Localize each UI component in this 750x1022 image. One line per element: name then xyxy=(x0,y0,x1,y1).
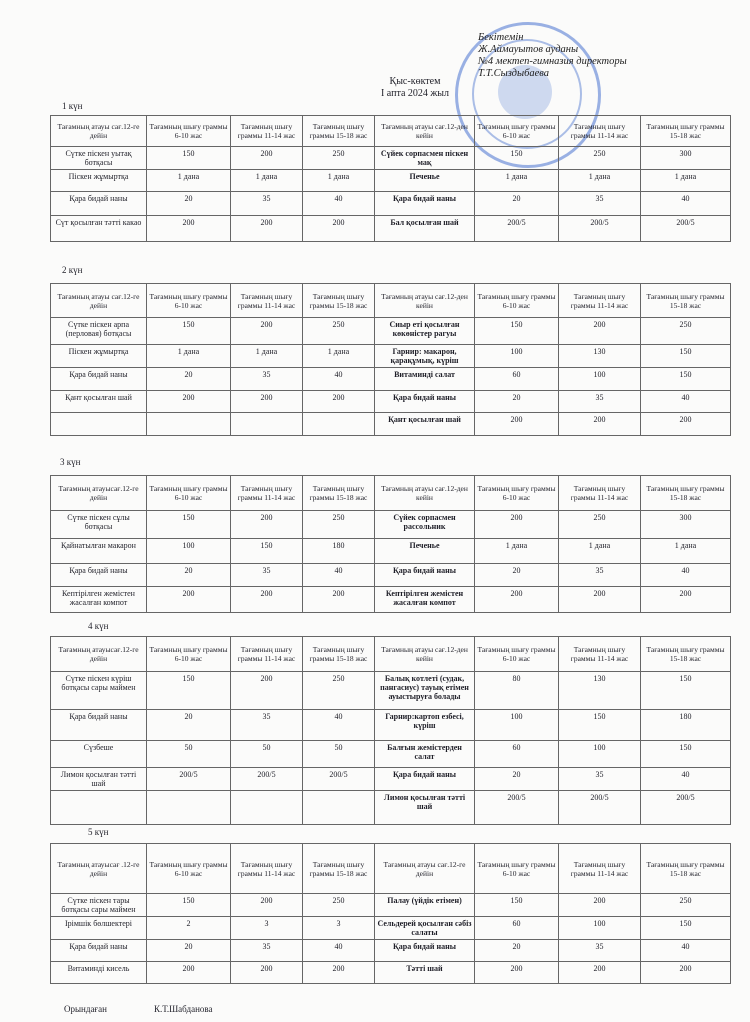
header-cell: Тағамның шығу граммы 6-10 жас xyxy=(475,116,559,147)
portion-cell: 100 xyxy=(475,710,559,741)
portion-cell: 3 xyxy=(231,917,303,940)
portion-cell: 300 xyxy=(641,147,731,170)
portion-cell: 50 xyxy=(303,741,375,768)
dish-name-cell: Сүйек сорпасмен рассольник xyxy=(375,511,475,539)
table-row xyxy=(51,539,731,564)
portion-cell: 200 xyxy=(303,391,375,413)
portion-cell: 20 xyxy=(475,564,559,587)
dish-name-cell: Сүтке піскен тары ботқасы сары маймен xyxy=(51,894,147,917)
header-cell: Тағамның шығу граммы 11-14 жас xyxy=(231,476,303,511)
portion-cell: 40 xyxy=(641,564,731,587)
portion-cell xyxy=(303,791,375,825)
dish-name-cell: Балғын жемістерден салат xyxy=(375,741,475,768)
dish-name-cell: Қайнатылған макарон xyxy=(51,539,147,564)
portion-cell: 200 xyxy=(475,587,559,613)
portion-cell: 150 xyxy=(641,345,731,368)
portion-cell: 20 xyxy=(475,768,559,791)
table-row xyxy=(51,791,731,825)
dish-name-cell: Қара бидай наны xyxy=(51,192,147,216)
portion-cell: 40 xyxy=(303,564,375,587)
approval-line: Бекітемін xyxy=(478,32,524,43)
portion-cell: 100 xyxy=(559,368,641,391)
menu-table-day-3 xyxy=(50,475,731,613)
portion-cell: 100 xyxy=(559,741,641,768)
season-title: Қыс-көктем xyxy=(389,76,441,87)
dish-name-cell: Қант қосылған шай xyxy=(51,391,147,413)
portion-cell: 150 xyxy=(641,368,731,391)
header-cell: Тағамның шығу граммы 15-18 жас xyxy=(303,116,375,147)
header-cell: Тағамның атауы сағ.12-ге дейін xyxy=(375,844,475,894)
portion-cell: 20 xyxy=(475,391,559,413)
portion-cell: 150 xyxy=(641,741,731,768)
portion-cell: 200 xyxy=(147,216,231,242)
table-row xyxy=(51,917,731,940)
table-header-row xyxy=(51,116,731,147)
menu-table-day-2 xyxy=(50,283,731,436)
portion-cell: 35 xyxy=(231,564,303,587)
table-row xyxy=(51,318,731,345)
portion-cell: 20 xyxy=(147,368,231,391)
header-cell: Тағамның шығу граммы 11-14 жас xyxy=(231,116,303,147)
dish-name-cell: Ірімшік бөлшектері xyxy=(51,917,147,940)
portion-cell: 20 xyxy=(147,940,231,962)
table-row xyxy=(51,147,731,170)
week-title: I апта 2024 жыл xyxy=(380,88,450,99)
table-row xyxy=(51,368,731,391)
table-row xyxy=(51,587,731,613)
portion-cell: 200 xyxy=(641,413,731,436)
dish-name-cell: Қара бидай наны xyxy=(375,564,475,587)
portion-cell: 250 xyxy=(641,318,731,345)
portion-cell: 150 xyxy=(147,511,231,539)
header-cell: Тағамның шығу граммы 11-14 жас xyxy=(231,844,303,894)
dish-name-cell: Қара бидай наны xyxy=(51,710,147,741)
header-cell: Тағамның атауы сағ.12-ден кейін xyxy=(375,284,475,318)
portion-cell: 150 xyxy=(147,894,231,917)
table-row xyxy=(51,962,731,984)
header-cell: Тағамның шығу граммы 6-10 жас xyxy=(147,116,231,147)
portion-cell: 200 xyxy=(559,413,641,436)
portion-cell: 150 xyxy=(147,147,231,170)
header-cell: Тағамның шығу граммы 15-18 жас xyxy=(303,476,375,511)
portion-cell: 1 дана xyxy=(147,345,231,368)
header-cell: Тағамның шығу граммы 6-10 жас xyxy=(475,284,559,318)
table-row xyxy=(51,192,731,216)
portion-cell: 200 xyxy=(475,413,559,436)
dish-name-cell: Сүт қосылған тәтті какао xyxy=(51,216,147,242)
portion-cell: 200/5 xyxy=(475,791,559,825)
header-cell: Тағамның шығу граммы 6-10 жас xyxy=(147,476,231,511)
prepared-by-name: К.Т.Шабданова xyxy=(154,1004,213,1014)
portion-cell: 1 дана xyxy=(231,345,303,368)
portion-cell: 130 xyxy=(559,345,641,368)
portion-cell: 100 xyxy=(559,917,641,940)
header-cell: Тағамның шығу граммы 11-14 жас xyxy=(559,476,641,511)
table-row xyxy=(51,741,731,768)
portion-cell: 200 xyxy=(303,962,375,984)
dish-name-cell: Палау (үйдік етімен) xyxy=(375,894,475,917)
dish-name-cell: Қара бидай наны xyxy=(51,564,147,587)
portion-cell: 200 xyxy=(475,511,559,539)
portion-cell: 35 xyxy=(559,940,641,962)
day-label: 2 күн xyxy=(62,265,83,275)
portion-cell: 200 xyxy=(559,318,641,345)
portion-cell: 200/5 xyxy=(231,768,303,791)
portion-cell: 150 xyxy=(559,710,641,741)
header-cell: Тағамның атауы сағ.12-ге дейін xyxy=(51,116,147,147)
portion-cell: 150 xyxy=(147,318,231,345)
header-cell: Тағамның шығу граммы 15-18 жас xyxy=(641,284,731,318)
portion-cell: 250 xyxy=(641,894,731,917)
table-row xyxy=(51,413,731,436)
portion-cell: 1 дана xyxy=(303,345,375,368)
dish-name-cell: Гарнир: макарон, қарақұмық, күріш xyxy=(375,345,475,368)
portion-cell: 200/5 xyxy=(147,768,231,791)
table-header-row xyxy=(51,844,731,894)
portion-cell: 250 xyxy=(559,511,641,539)
portion-cell: 200 xyxy=(147,587,231,613)
table-header-row xyxy=(51,284,731,318)
day-label: 3 күн xyxy=(60,457,81,467)
portion-cell: 200 xyxy=(231,672,303,710)
table-row xyxy=(51,345,731,368)
portion-cell: 20 xyxy=(147,710,231,741)
portion-cell: 40 xyxy=(641,192,731,216)
portion-cell: 250 xyxy=(303,147,375,170)
portion-cell: 40 xyxy=(641,940,731,962)
portion-cell xyxy=(231,413,303,436)
dish-name-cell: Сүзбеше xyxy=(51,741,147,768)
dish-name-cell: Витаминді кисель xyxy=(51,962,147,984)
header-cell: Тағамның шығу граммы 6-10 жас xyxy=(475,476,559,511)
portion-cell: 20 xyxy=(475,192,559,216)
table-header-row xyxy=(51,476,731,511)
dish-name-cell: Қара бидай наны xyxy=(375,192,475,216)
dish-name-cell: Піскен жұмыртқа xyxy=(51,345,147,368)
table-row xyxy=(51,940,731,962)
portion-cell: 150 xyxy=(231,539,303,564)
portion-cell: 40 xyxy=(303,368,375,391)
portion-cell: 1 дана xyxy=(303,170,375,192)
portion-cell xyxy=(147,413,231,436)
portion-cell: 1 дана xyxy=(559,539,641,564)
day-label: 1 күн xyxy=(62,101,83,111)
portion-cell: 200 xyxy=(231,391,303,413)
portion-cell: 200 xyxy=(559,587,641,613)
portion-cell: 200 xyxy=(559,894,641,917)
header-cell: Тағамның шығу граммы 6-10 жас xyxy=(475,844,559,894)
table-row xyxy=(51,511,731,539)
dish-name-cell: Қара бидай наны xyxy=(375,391,475,413)
portion-cell: 60 xyxy=(475,917,559,940)
portion-cell: 35 xyxy=(231,368,303,391)
portion-cell xyxy=(231,791,303,825)
header-cell: Тағамның шығу граммы 11-14 жас xyxy=(559,284,641,318)
header-cell: Тағамның шығу граммы 15-18 жас xyxy=(303,844,375,894)
portion-cell: 200/5 xyxy=(475,216,559,242)
dish-name-cell: Қара бидай наны xyxy=(51,940,147,962)
table-row xyxy=(51,170,731,192)
portion-cell: 200 xyxy=(147,962,231,984)
portion-cell: 200/5 xyxy=(303,768,375,791)
table-row xyxy=(51,672,731,710)
portion-cell: 300 xyxy=(641,511,731,539)
portion-cell: 1 дана xyxy=(475,170,559,192)
portion-cell: 40 xyxy=(303,940,375,962)
portion-cell: 1 дана xyxy=(147,170,231,192)
table-row xyxy=(51,216,731,242)
day-label: 5 күн xyxy=(88,827,109,837)
dish-name-cell: Сүтке піскен арпа (перловая) ботқасы xyxy=(51,318,147,345)
dish-name-cell: Сүтке піскен күріш ботқасы сары маймен xyxy=(51,672,147,710)
portion-cell: 200/5 xyxy=(559,791,641,825)
portion-cell xyxy=(147,791,231,825)
dish-name-cell: Кептірілген жемістен жасалған компот xyxy=(375,587,475,613)
menu-table-day-1 xyxy=(50,115,731,242)
portion-cell: 50 xyxy=(147,741,231,768)
portion-cell: 150 xyxy=(475,147,559,170)
dish-name-cell: Сиыр еті қосылған көкөністер рагуы xyxy=(375,318,475,345)
portion-cell: 200 xyxy=(231,511,303,539)
portion-cell: 200 xyxy=(641,587,731,613)
header-cell: Тағамның шығу граммы 15-18 жас xyxy=(641,844,731,894)
table-row xyxy=(51,894,731,917)
portion-cell: 250 xyxy=(303,318,375,345)
portion-cell: 200 xyxy=(559,962,641,984)
header-cell: Тағамның атауысағ .12-ге дейін xyxy=(51,844,147,894)
portion-cell: 200 xyxy=(231,318,303,345)
header-cell: Тағамның шығу граммы 11-14 жас xyxy=(231,637,303,672)
portion-cell: 250 xyxy=(303,894,375,917)
dish-name-cell: Лимон қосылған тәтті шай xyxy=(51,768,147,791)
portion-cell: 200 xyxy=(303,587,375,613)
header-cell: Тағамның атауысағ.12-ге дейін xyxy=(51,476,147,511)
portion-cell: 150 xyxy=(475,894,559,917)
dish-name-cell: Піскен жұмыртқа xyxy=(51,170,147,192)
portion-cell: 200 xyxy=(641,962,731,984)
portion-cell: 35 xyxy=(559,564,641,587)
header-cell: Тағамның шығу граммы 11-14 жас xyxy=(559,637,641,672)
portion-cell: 40 xyxy=(303,710,375,741)
header-cell: Тағамның шығу граммы 11-14 жас xyxy=(231,284,303,318)
portion-cell: 200 xyxy=(303,216,375,242)
table-row xyxy=(51,710,731,741)
portion-cell: 35 xyxy=(559,391,641,413)
table-header-row xyxy=(51,637,731,672)
dish-name-cell: Тәтті шай xyxy=(375,962,475,984)
portion-cell: 200/5 xyxy=(559,216,641,242)
dish-name-cell: Гарнир:картоп езбесі, күріш xyxy=(375,710,475,741)
portion-cell: 150 xyxy=(147,672,231,710)
portion-cell: 50 xyxy=(231,741,303,768)
dish-name-cell: Қант қосылған шай xyxy=(375,413,475,436)
portion-cell: 20 xyxy=(147,564,231,587)
portion-cell: 35 xyxy=(559,768,641,791)
portion-cell: 35 xyxy=(231,940,303,962)
dish-name-cell: Печенье xyxy=(375,539,475,564)
approval-line: Т.Т.Сыздыбаева xyxy=(478,68,550,79)
portion-cell: 35 xyxy=(559,192,641,216)
table-row xyxy=(51,768,731,791)
portion-cell: 40 xyxy=(303,192,375,216)
header-cell: Тағамның шығу граммы 15-18 жас xyxy=(303,637,375,672)
portion-cell: 200 xyxy=(475,962,559,984)
dish-name-cell: Печенье xyxy=(375,170,475,192)
portion-cell: 200 xyxy=(147,391,231,413)
portion-cell xyxy=(303,413,375,436)
portion-cell: 180 xyxy=(641,710,731,741)
portion-cell: 180 xyxy=(303,539,375,564)
table-row xyxy=(51,391,731,413)
portion-cell: 1 дана xyxy=(475,539,559,564)
portion-cell: 60 xyxy=(475,368,559,391)
portion-cell: 20 xyxy=(147,192,231,216)
portion-cell: 1 дана xyxy=(231,170,303,192)
dish-name-cell: Қара бидай наны xyxy=(375,940,475,962)
header-cell: Тағамның атауы сағ.12-ден кейін xyxy=(375,637,475,672)
dish-name-cell: Лимон қосылған тәтті шай xyxy=(375,791,475,825)
portion-cell: 200 xyxy=(231,894,303,917)
portion-cell: 200 xyxy=(231,962,303,984)
portion-cell: 40 xyxy=(641,768,731,791)
header-cell: Тағамның атауы сағ.12-ден кейін xyxy=(375,476,475,511)
portion-cell: 250 xyxy=(559,147,641,170)
dish-name-cell: Сүтке піскен уытақ ботқасы xyxy=(51,147,147,170)
portion-cell: 100 xyxy=(475,345,559,368)
approval-block xyxy=(478,32,627,80)
dish-name-cell: Сельдерей қосылған сәбіз салаты xyxy=(375,917,475,940)
day-label: 4 күн xyxy=(88,621,109,631)
header-cell: Тағамның шығу граммы 6-10 жас xyxy=(147,284,231,318)
portion-cell: 200/5 xyxy=(641,216,731,242)
document-title xyxy=(340,76,490,100)
portion-cell: 200 xyxy=(231,587,303,613)
portion-cell: 150 xyxy=(475,318,559,345)
portion-cell: 200 xyxy=(231,147,303,170)
portion-cell: 35 xyxy=(231,192,303,216)
dish-name-cell: Қара бидай наны xyxy=(375,768,475,791)
portion-cell: 1 дана xyxy=(559,170,641,192)
header-cell: Тағамның шығу граммы 11-14 жас xyxy=(559,116,641,147)
dish-name-cell: Бал қосылған шай xyxy=(375,216,475,242)
approval-line: №4 мектеп-гимназия директоры xyxy=(478,56,627,67)
header-cell: Тағамның шығу граммы 15-18 жас xyxy=(303,284,375,318)
dish-name-cell xyxy=(51,413,147,436)
portion-cell: 2 xyxy=(147,917,231,940)
portion-cell: 3 xyxy=(303,917,375,940)
header-cell: Тағамның шығу граммы 11-14 жас xyxy=(559,844,641,894)
approval-line: Ж.Аймауытов ауданы xyxy=(478,44,579,55)
portion-cell: 1 дана xyxy=(641,539,731,564)
portion-cell: 250 xyxy=(303,511,375,539)
header-cell: Тағамның шығу граммы 6-10 жас xyxy=(147,844,231,894)
menu-table-day-4 xyxy=(50,636,731,825)
portion-cell: 200 xyxy=(231,216,303,242)
header-cell: Тағамның шығу граммы 15-18 жас xyxy=(641,637,731,672)
dish-name-cell: Сүтке піскен сұлы ботқасы xyxy=(51,511,147,539)
portion-cell: 100 xyxy=(147,539,231,564)
dish-name-cell: Қара бидай наны xyxy=(51,368,147,391)
portion-cell: 60 xyxy=(475,741,559,768)
portion-cell: 80 xyxy=(475,672,559,710)
dish-name-cell: Сүйек сорпасмен піскен мақ xyxy=(375,147,475,170)
header-cell: Тағамның шығу граммы 15-18 жас xyxy=(641,476,731,511)
portion-cell: 40 xyxy=(641,391,731,413)
dish-name-cell: Витаминді салат xyxy=(375,368,475,391)
prepared-by-label: Орындаған xyxy=(64,1004,107,1014)
header-cell: Тағамның атауысағ.12-ге дейін xyxy=(51,637,147,672)
header-cell: Тағамның шығу граммы 15-18 жас xyxy=(641,116,731,147)
header-cell: Тағамның атауы сағ.12-ге дейін xyxy=(51,284,147,318)
header-cell: Тағамның шығу граммы 6-10 жас xyxy=(475,637,559,672)
portion-cell: 20 xyxy=(475,940,559,962)
header-cell: Тағамның шығу граммы 6-10 жас xyxy=(147,637,231,672)
table-row xyxy=(51,564,731,587)
dish-name-cell: Кептірілген жемістен жасалған компот xyxy=(51,587,147,613)
portion-cell: 250 xyxy=(303,672,375,710)
dish-name-cell xyxy=(51,791,147,825)
portion-cell: 130 xyxy=(559,672,641,710)
portion-cell: 150 xyxy=(641,917,731,940)
menu-table-day-5 xyxy=(50,843,731,984)
portion-cell: 150 xyxy=(641,672,731,710)
portion-cell: 1 дана xyxy=(641,170,731,192)
portion-cell: 35 xyxy=(231,710,303,741)
header-cell: Тағамның атауы сағ.12-ден кейін xyxy=(375,116,475,147)
dish-name-cell: Балық котлеті (судак, пангасиус) тауық етімен ауыстыруға болады xyxy=(375,672,475,710)
portion-cell: 200/5 xyxy=(641,791,731,825)
